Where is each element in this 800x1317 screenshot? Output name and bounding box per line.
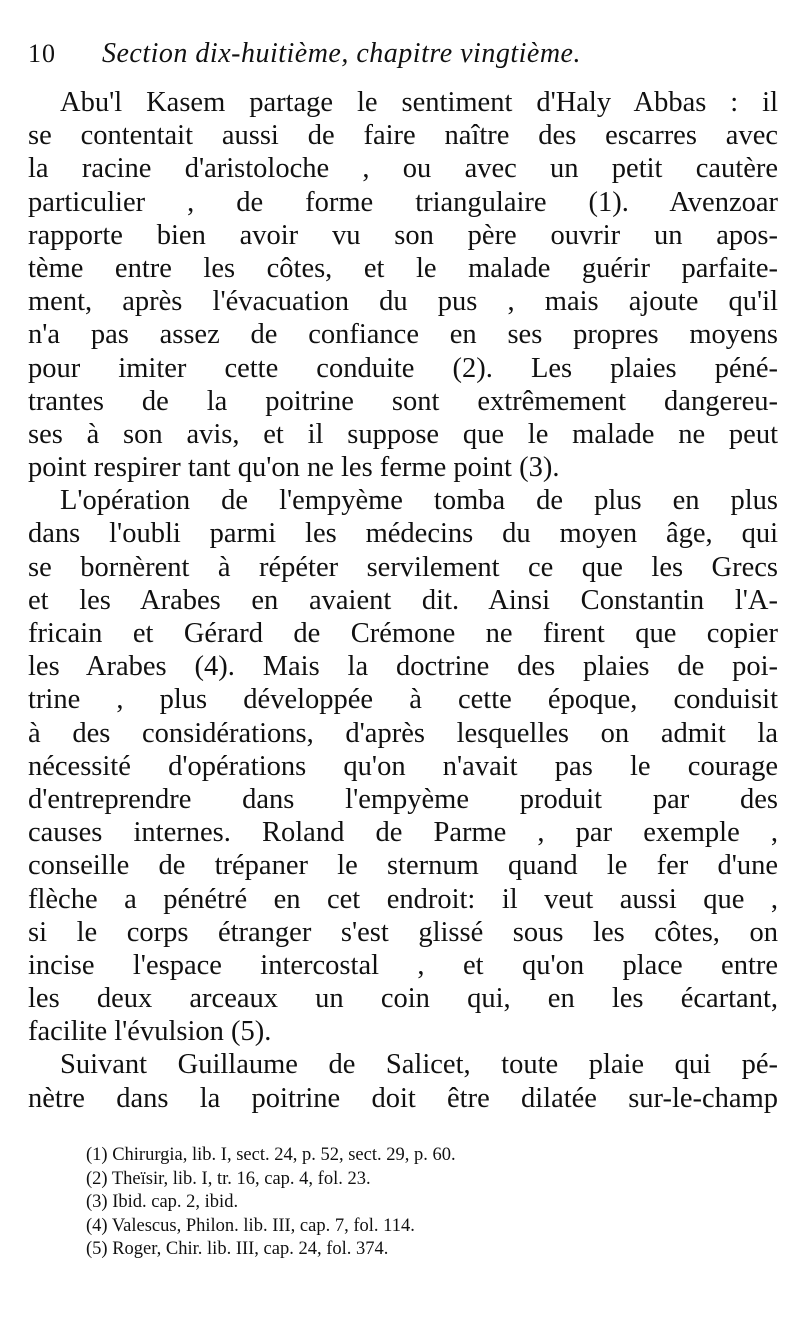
page-header <box>28 38 778 80</box>
text-line: si le corps étranger s'est glissé sous les côtes, on <box>28 916 778 948</box>
text-line: ment, après l'évacuation du pus , mais ajoute qu'il <box>28 286 778 318</box>
footnote: (3) Ibid. cap. 2, ibid. <box>86 1192 239 1212</box>
text-line: nécessité d'opérations qu'on n'avait pas le courage <box>28 750 778 782</box>
text-line: point respirer tant qu'on ne les ferme point (3). <box>28 452 560 484</box>
text-line: trantes de la poitrine sont extrêmement dangereu- <box>28 385 778 417</box>
text-line: la racine d'aristoloche , ou avec un petit cautère <box>28 153 778 185</box>
text-line: se contentait aussi de faire naître des escarres avec <box>28 120 778 152</box>
text-line: pour imiter cette conduite (2). Les plaies péné- <box>28 352 778 384</box>
text-line: à des considérations, d'après lesquelles on admit la <box>28 717 778 749</box>
text-line: les Arabes (4). Mais la doctrine des plaies de poi- <box>28 651 778 683</box>
text-line: causes internes. Roland de Parme , par exemple , <box>28 817 778 849</box>
text-line: particulier , de forme triangulaire (1). Avenzoar <box>28 186 778 218</box>
running-title: Section dix-huitième, chapitre vingtième. <box>102 38 581 69</box>
text-line: conseille de trépaner le sternum quand le fer d'une <box>28 850 778 882</box>
footnotes <box>86 1144 456 1262</box>
text-line: trine , plus développée à cette époque, conduisit <box>28 684 778 716</box>
text-line: fricain et Gérard de Crémone ne firent que copier <box>28 618 778 649</box>
text-line: dans l'oubli parmi les médecins du moyen âge, qui <box>28 518 778 550</box>
text-line: incise l'espace intercostal , et qu'on place entre <box>28 949 778 981</box>
text-line: les deux arceaux un coin qui, en les écartant, <box>28 983 778 1015</box>
footnote: (2) Theïsir, lib. I, tr. 16, cap. 4, fol. 23. <box>86 1168 371 1189</box>
text-line: flèche a pénétré en cet endroit: il veut aussi que , <box>28 883 778 915</box>
text-line: et les Arabes en avaient dit. Ainsi Constantin l'A- <box>28 584 778 616</box>
body-text <box>28 86 778 1115</box>
text-line: facilite l'évulsion (5). <box>28 1016 272 1048</box>
text-line: n'a pas assez de confiance en ses propres moyens <box>28 319 778 351</box>
text-line: rapporte bien avoir vu son père ouvrir un apos- <box>28 219 778 251</box>
footnote: (1) Chirurgia, lib. I, sect. 24, p. 52, sect. 29, p. 60. <box>86 1145 456 1165</box>
text-line: ses à son avis, et il suppose que le malade ne peut <box>28 418 778 450</box>
text-line: Abu'l Kasem partage le sentiment d'Haly Abbas : il <box>60 87 778 118</box>
footnote: (5) Roger, Chir. lib. III, cap. 24, fol. 374. <box>86 1239 389 1259</box>
text-line: nètre dans la poitrine doit être dilatée sur-le-champ <box>28 1082 778 1114</box>
text-line: se bornèrent à répéter servilement ce que les Grecs <box>28 551 778 583</box>
text-line: L'opération de l'empyème tomba de plus en plus <box>60 485 778 517</box>
text-line: d'entreprendre dans l'empyème produit par des <box>28 783 778 815</box>
text-line: tème entre les côtes, et le malade guérir parfaite- <box>28 252 778 284</box>
page-number: 10 <box>28 39 56 68</box>
text-line: Suivant Guillaume de Salicet, toute plaie qui pé- <box>60 1049 778 1081</box>
footnote: (4) Valescus, Philon. lib. III, cap. 7, fol. 114. <box>86 1215 415 1236</box>
